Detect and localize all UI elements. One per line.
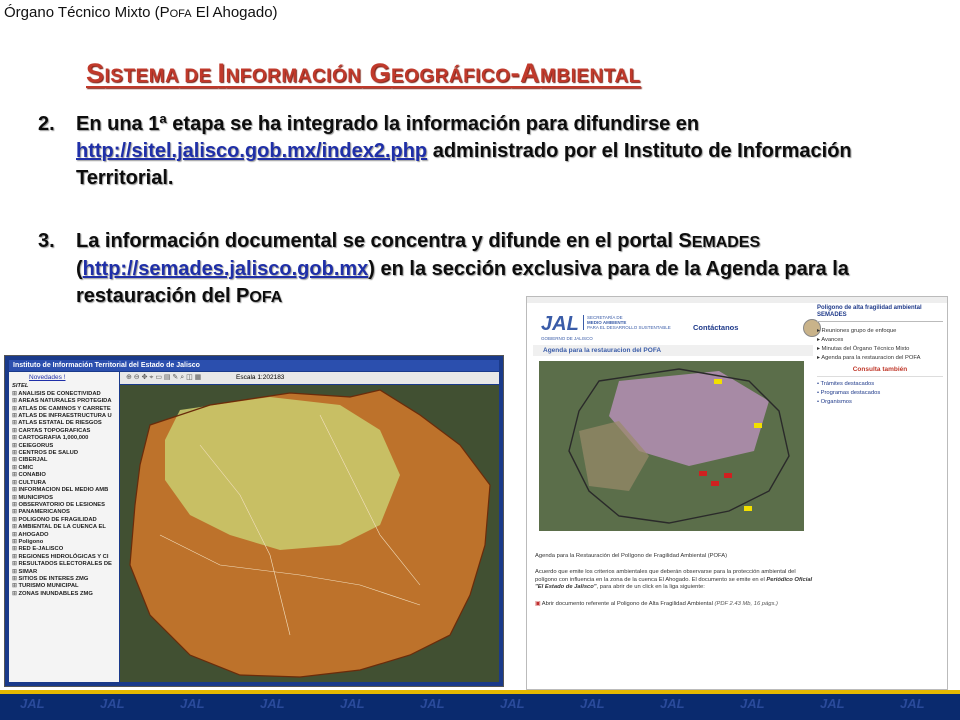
layer-item[interactable]: ⊞ POLIGONO DE FRAGILIDAD	[12, 516, 97, 523]
expand-icon[interactable]: ⊞	[12, 561, 19, 568]
footer-logo-mark: JAL	[180, 696, 205, 711]
expand-icon[interactable]: ⊞	[12, 420, 19, 427]
expand-icon[interactable]: ⊞	[12, 553, 19, 560]
expand-icon[interactable]: ⊞	[12, 524, 19, 531]
expand-icon[interactable]: ⊞	[12, 568, 19, 575]
sidebar-link[interactable]: • Trámites destacados	[817, 381, 875, 387]
expand-icon[interactable]: ⊞	[12, 494, 19, 501]
sitel-toolbar: ⊕ ⊖ ✥ ⌖ ▭ ▤ ✎ ⌕ ◫ ▦ Escala 1:202183	[120, 372, 499, 384]
layer-item[interactable]: ⊞ ANALISIS DE CONECTIVIDAD	[12, 390, 101, 397]
footer-logo-mark: JAL	[20, 696, 45, 711]
expand-icon[interactable]: ⊞	[12, 509, 19, 516]
item-number: 2.	[38, 113, 55, 135]
footer-logo-mark: JAL	[740, 696, 765, 711]
footer-logo-mark: JAL	[420, 696, 445, 711]
footer-logo-mark: JAL	[340, 696, 365, 711]
list-item-3: 3. La información documental se concentra y difunde en el portal SEMADES (http://semades.jalisco.gob.mx) en la sección exclusiva para de la Agenda para la restauración del POFA	[38, 230, 849, 307]
expand-icon[interactable]: ⊞	[12, 575, 19, 582]
sitel-map-screenshot	[4, 355, 504, 687]
sidebar-org: SEMADES	[817, 312, 943, 322]
layer-item[interactable]: ⊞ ATLAS ESTATAL DE RIESGOS	[12, 420, 102, 427]
sidebar-link[interactable]: ▸ Reuniones grupo de enfoque	[817, 328, 897, 334]
layer-item[interactable]: ⊞ TURISMO MUNICIPAL	[12, 583, 79, 590]
expand-icon[interactable]: ⊞	[12, 501, 19, 508]
article-paragraph: Acuerdo que emite los criterios ambientales que deberán observarse para la protección ambiental del polígono con influencia en la zona de la cuenca El Ahogado. El documento se emite en el Periódico Oficial "El Estado de Jalisco", para abrir de un click en la liga siguiente:	[535, 568, 813, 591]
layer-item[interactable]: ⊞ ATLAS DE INFRAESTRUCTURA U	[12, 413, 112, 420]
layer-item[interactable]: ⊞ ATLAS DE CAMINOS Y CARRETE	[12, 405, 111, 412]
layer-item[interactable]: ⊞ ZONAS INUNDABLES ZMG	[12, 590, 93, 597]
semades-satellite-map	[539, 361, 804, 531]
footer-logo-mark: JAL	[820, 696, 845, 711]
slide-header	[4, 4, 278, 21]
contact-link[interactable]: Contáctanos	[693, 323, 739, 332]
expand-icon[interactable]: ⊞	[12, 590, 19, 597]
expand-icon[interactable]: ⊞	[12, 516, 19, 523]
article-heading: Agenda para la Restauración del Polígono de Fragilidad Ambiental (POFA)	[535, 553, 728, 559]
semades-link[interactable]: http://semades.jalisco.gob.mx	[82, 258, 369, 280]
expand-icon[interactable]: ⊞	[12, 442, 19, 449]
expand-icon[interactable]: ⊞	[12, 457, 19, 464]
sidebar-links	[817, 328, 943, 362]
semades-logo: JAL	[541, 313, 579, 335]
expand-icon[interactable]: ⊞	[12, 479, 19, 486]
layer-item[interactable]: ⊞ CULTURA	[12, 479, 47, 486]
expand-icon[interactable]: ⊞	[12, 427, 19, 434]
expand-icon[interactable]: ⊞	[12, 464, 19, 471]
govt-label: GOBIERNO DE JALISCO	[541, 336, 593, 341]
semades-page-screenshot	[526, 296, 948, 690]
layer-item[interactable]: ⊞ AHOGADO	[12, 531, 49, 538]
expand-icon[interactable]: ⊞	[12, 487, 19, 494]
layer-item[interactable]: ⊞ SITIOS DE INTERES ZMG	[12, 575, 89, 582]
novedades-link[interactable]: Novedades !	[29, 374, 66, 381]
consulta-heading: Consulta también	[817, 366, 943, 377]
sidebar-link[interactable]: • Organismos	[817, 399, 852, 405]
header-text: Órgano Técnico Mixto (P	[4, 4, 170, 21]
expand-icon[interactable]: ⊞	[12, 390, 19, 397]
semades-header	[527, 297, 947, 303]
pdf-icon: ▣	[535, 601, 542, 608]
sitel-title-bar: Instituto de Información Territorial del Estado de Jalisco	[9, 360, 499, 371]
footer-logo-mark: JAL	[100, 696, 125, 711]
layer-item[interactable]: ⊞ REGIONES HIDROLÓGICAS Y CI	[12, 553, 109, 560]
header-text-end: El Ahogado)	[191, 4, 278, 21]
expand-icon[interactable]: ⊞	[12, 435, 19, 442]
expand-icon[interactable]: ⊞	[12, 538, 19, 545]
layer-item[interactable]: ⊞ OBSERVATORIO DE LESIONES	[12, 501, 106, 508]
expand-icon[interactable]: ⊞	[12, 546, 19, 553]
layer-item[interactable]: ⊞ CONABIO	[12, 472, 46, 479]
scale-label: Escala 1:202183	[236, 374, 285, 381]
article-body	[535, 553, 815, 609]
sitel-map	[120, 385, 499, 682]
expand-icon[interactable]: ⊞	[12, 413, 19, 420]
sidebar-panel	[817, 305, 943, 485]
layer-item[interactable]: ⊞ INFORMACION DEL MEDIO AMB	[12, 487, 109, 494]
sidebar-title: Poligono de alta fragilidad ambiental	[817, 305, 922, 311]
layer-item[interactable]: ⊞ PANAMERICANOS	[12, 509, 70, 516]
layer-item[interactable]: ⊞ CEIEGORUS	[12, 442, 54, 449]
tree-root: SITEL	[12, 383, 29, 390]
layer-item[interactable]: ⊞ CARTAS TOPOGRAFICAS	[12, 427, 91, 434]
sidebar-link[interactable]: ▸ Avances	[817, 337, 844, 343]
expand-icon[interactable]: ⊞	[12, 405, 19, 412]
footer-logo-mark: JAL	[580, 696, 605, 711]
layer-item[interactable]: ⊞ CENTROS DE SALUD	[12, 450, 79, 457]
expand-icon[interactable]: ⊞	[12, 531, 19, 538]
layer-item[interactable]: ⊞ SIMAR	[12, 568, 38, 575]
footer-bar	[0, 690, 960, 720]
layer-item[interactable]: ⊞ CARTOGRAFIA 1,000,000	[12, 435, 89, 442]
layer-item[interactable]: ⊞ AMBIENTAL DE LA CUENCA EL	[12, 524, 106, 531]
footer-logo-mark: JAL	[260, 696, 285, 711]
layer-item[interactable]: ⊞ Poligono	[12, 538, 44, 545]
layer-item[interactable]: ⊞ AREAS NATURALES PROTEGIDA	[12, 398, 112, 405]
footer-logo-mark: JAL	[500, 696, 525, 711]
footer-logo-mark: JAL	[660, 696, 685, 711]
sitel-link[interactable]: http://sitel.jalisco.gob.mx/index2.php	[76, 140, 428, 162]
pdf-link[interactable]: ▣ Abrir documento referente al Poligono de Alta Fragilidad Ambiental (PDF 2.43 Mb, 16 págs.)	[535, 601, 778, 608]
layer-item[interactable]: ⊞ CIBERJAL	[12, 457, 48, 464]
layer-list	[9, 391, 119, 598]
layer-item[interactable]: ⊞ RESULTADOS ELECTORALES DE	[12, 561, 112, 568]
expand-icon[interactable]: ⊞	[12, 398, 19, 405]
layer-item[interactable]: ⊞ RED E-JALISCO	[12, 546, 64, 553]
consulta-links	[817, 381, 943, 406]
sidebar-link[interactable]: ▸ Minutas del Órgano Técnico Mixto	[817, 346, 910, 352]
layer-item[interactable]: ⊞ CMIC	[12, 464, 34, 471]
sidebar-link[interactable]: • Programas destacados	[817, 390, 881, 396]
dept-block: SECRETARÍA DE MEDIO AMBIENTE PARA EL DESARROLLO SUSTENTABLE	[583, 315, 671, 330]
sidebar-link[interactable]: ▸ Agenda para la restauracion del POFA	[817, 355, 921, 361]
layer-item[interactable]: ⊞ MUNICIPIOS	[12, 494, 53, 501]
expand-icon[interactable]: ⊞	[12, 450, 19, 457]
page-heading: Agenda para la restauracion del POFA	[533, 345, 813, 356]
footer-logo-mark: JAL	[900, 696, 925, 711]
sitel-layer-panel	[9, 372, 119, 682]
expand-icon[interactable]: ⊞	[12, 583, 19, 590]
expand-icon[interactable]: ⊞	[12, 472, 19, 479]
item-number: 3.	[38, 230, 55, 252]
slide-title: SISTEMA DE INFORMACIÓN GEOGRÁFICO-AMBIENTAL	[86, 58, 641, 88]
list-item-2: 2. En una 1ª etapa se ha integrado la información para difundirse en http://sitel.jalisco.gob.mx/index2.php administrado por el Instituto de Información Territorial.	[38, 113, 852, 189]
header-smallcaps: OFA	[169, 8, 192, 20]
